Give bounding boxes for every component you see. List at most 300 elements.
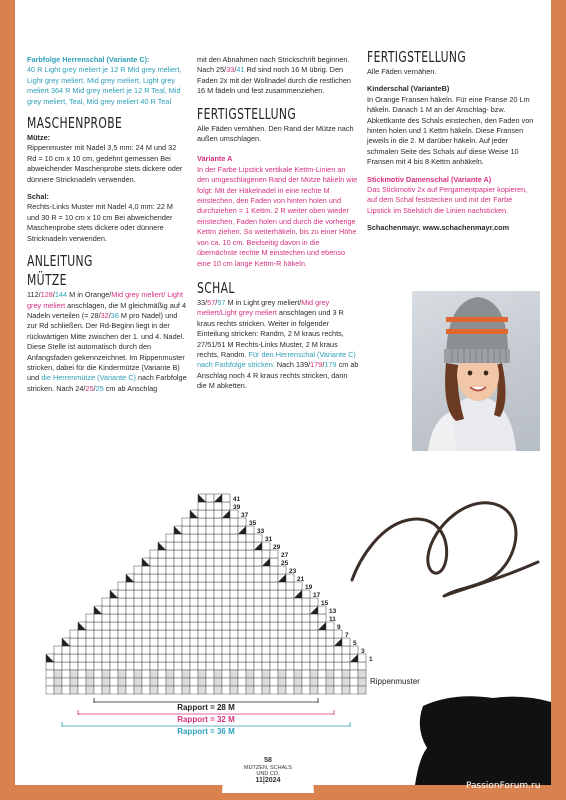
chart-cell xyxy=(166,630,174,638)
chart-cell xyxy=(206,582,214,590)
rib-cell xyxy=(286,678,294,686)
chart-cell xyxy=(246,582,254,590)
chart-cell xyxy=(166,590,174,598)
gauge-scarf xyxy=(27,192,187,244)
chart-cell xyxy=(310,662,318,670)
rib-cell xyxy=(150,678,158,686)
chart-cell xyxy=(214,630,222,638)
chart-cell xyxy=(190,638,198,646)
chart-cell xyxy=(118,638,126,646)
chart-cell xyxy=(214,558,222,566)
chart-cell xyxy=(246,646,254,654)
rib-cell xyxy=(198,670,206,678)
chart-cell xyxy=(190,574,198,582)
text-run: 33 xyxy=(226,65,235,75)
heading-anleitung: ANLEITUNG xyxy=(27,252,93,271)
rib-cell xyxy=(86,670,94,678)
knitting-chart xyxy=(40,490,420,750)
row-number: 27 xyxy=(281,552,289,559)
chart-cell xyxy=(174,590,182,598)
chart-cell xyxy=(166,654,174,662)
rib-cell xyxy=(118,686,126,694)
text-run: mit den Abnahmen nach Strickschrift beginnen. Nach 25/ xyxy=(197,55,350,75)
chart-cell xyxy=(286,598,294,606)
rib-cell xyxy=(334,686,342,694)
rib-cell xyxy=(102,678,110,686)
heading-muetze: MÜTZE xyxy=(27,271,67,290)
rib-cell xyxy=(198,686,206,694)
chart-cell xyxy=(150,566,158,574)
chart-cell xyxy=(278,622,286,630)
chart-cell xyxy=(54,646,62,654)
chart-cell xyxy=(254,622,262,630)
chart-cell xyxy=(302,622,310,630)
chart-cell xyxy=(150,550,158,558)
chart-cell xyxy=(142,646,150,654)
chart-cell xyxy=(182,526,190,534)
chart-cell xyxy=(230,614,238,622)
rib-cell xyxy=(206,686,214,694)
chart-cell xyxy=(158,582,166,590)
chart-cell xyxy=(302,646,310,654)
chart-cell xyxy=(214,526,222,534)
row-number: 37 xyxy=(241,512,249,519)
chart-cell xyxy=(118,662,126,670)
chart-cell xyxy=(118,654,126,662)
chart-cell xyxy=(70,654,78,662)
chart-cell xyxy=(198,502,206,510)
rib-cell xyxy=(54,686,62,694)
chart-cell xyxy=(102,638,110,646)
chart-cell xyxy=(294,614,302,622)
rib-cell xyxy=(86,678,94,686)
hat-instructions xyxy=(27,290,187,394)
chart-cell xyxy=(46,662,54,670)
rib-cell xyxy=(190,686,198,694)
chart-cell xyxy=(182,518,190,526)
chart-cell xyxy=(158,662,166,670)
embroidery-label: Stickmotiv Damenschal (Variante A) xyxy=(367,174,492,184)
chart-cell xyxy=(326,622,334,630)
chart-cell xyxy=(262,542,270,550)
chart-cell xyxy=(222,574,230,582)
chart-cell xyxy=(270,574,278,582)
text-run: 144 xyxy=(54,290,68,300)
row-number: 21 xyxy=(297,576,305,583)
chart-cell xyxy=(102,606,110,614)
rib-cell xyxy=(342,678,350,686)
chart-cell xyxy=(134,598,142,606)
chart-cell xyxy=(302,654,310,662)
text-run: cm ab Anschlag xyxy=(103,383,158,393)
chart-cell xyxy=(318,614,326,622)
rib-cell xyxy=(246,678,254,686)
chart-cell xyxy=(182,614,190,622)
chart-cell xyxy=(142,638,150,646)
chart-cell xyxy=(158,638,166,646)
rib-cell xyxy=(302,686,310,694)
chart-cell xyxy=(78,646,86,654)
chart-cell xyxy=(198,526,206,534)
chart-cell xyxy=(190,654,198,662)
rib-cell xyxy=(262,670,270,678)
chart-cell xyxy=(198,534,206,542)
rib-cell xyxy=(302,670,310,678)
chart-cell xyxy=(318,662,326,670)
chart-cell xyxy=(214,654,222,662)
chart-cell xyxy=(150,630,158,638)
chart-cell xyxy=(222,638,230,646)
chart-cell xyxy=(286,622,294,630)
chart-cell xyxy=(134,582,142,590)
chart-cell xyxy=(174,566,182,574)
chart-cell xyxy=(134,566,142,574)
chart-cell xyxy=(318,638,326,646)
chart-cell xyxy=(206,494,214,502)
chart-cell xyxy=(286,574,294,582)
chart-cell xyxy=(198,566,206,574)
chart-cell xyxy=(302,598,310,606)
chart-cell xyxy=(126,654,134,662)
chart-cell xyxy=(222,630,230,638)
rib-cell xyxy=(230,686,238,694)
chart-cell xyxy=(198,518,206,526)
gauge-scarf-label: Schal: xyxy=(27,192,49,202)
chart-cell xyxy=(230,542,238,550)
chart-cell xyxy=(254,566,262,574)
rib-cell xyxy=(318,686,326,694)
chart-cell xyxy=(278,566,286,574)
chart-cell xyxy=(158,622,166,630)
chart-cell xyxy=(302,662,310,670)
chart-cell xyxy=(182,582,190,590)
chart-cell xyxy=(270,662,278,670)
chart-cell xyxy=(214,606,222,614)
row-number: 41 xyxy=(233,496,241,503)
chart-cell xyxy=(182,590,190,598)
rib-cell xyxy=(62,670,70,678)
chart-cell xyxy=(214,590,222,598)
rib-cell xyxy=(70,678,78,686)
text-run: / xyxy=(322,360,325,370)
chart-cell xyxy=(278,646,286,654)
chart-cell xyxy=(270,590,278,598)
brush-stroke-decoration xyxy=(413,688,551,785)
rib-cell xyxy=(78,670,86,678)
chart-cell xyxy=(230,582,238,590)
chart-cell xyxy=(326,630,334,638)
chart-cell xyxy=(262,566,270,574)
chart-cell xyxy=(78,654,86,662)
row-number: 19 xyxy=(305,584,313,591)
chart-cell xyxy=(230,590,238,598)
row-number: 5 xyxy=(353,640,357,647)
chart-cell xyxy=(222,582,230,590)
chart-cell xyxy=(246,638,254,646)
chart-cell xyxy=(238,662,246,670)
chart-cell xyxy=(206,662,214,670)
rib-cell xyxy=(350,670,358,678)
chart-cell xyxy=(222,558,230,566)
chart-cell xyxy=(254,582,262,590)
chart-cell xyxy=(206,654,214,662)
chart-cell xyxy=(150,662,158,670)
chart-cell xyxy=(190,598,198,606)
chart-cell xyxy=(118,630,126,638)
chart-cell xyxy=(198,654,206,662)
chart-cell xyxy=(350,662,358,670)
text-run: M in Light grey meliert/ xyxy=(225,297,302,307)
chart-cell xyxy=(126,662,134,670)
chart-cell xyxy=(326,654,334,662)
rib-cell xyxy=(278,686,286,694)
chart-cell xyxy=(102,614,110,622)
chart-cell xyxy=(262,638,270,646)
chart-cell xyxy=(118,622,126,630)
rib-cell xyxy=(222,686,230,694)
row-number: 29 xyxy=(273,544,281,551)
chart-cell xyxy=(166,598,174,606)
chart-cell xyxy=(94,638,102,646)
chart-cell xyxy=(182,574,190,582)
chart-cell xyxy=(190,590,198,598)
chart-cell xyxy=(246,662,254,670)
chart-cell xyxy=(206,502,214,510)
chart-cell xyxy=(286,662,294,670)
chart-cell xyxy=(150,614,158,622)
rib-cell xyxy=(118,670,126,678)
chart-cell xyxy=(110,646,118,654)
chart-cell xyxy=(278,630,286,638)
chart-cell xyxy=(230,654,238,662)
rib-cell xyxy=(110,670,118,678)
chart-cell xyxy=(126,590,134,598)
rib-cell xyxy=(174,686,182,694)
chart-cell xyxy=(358,654,366,662)
chart-cell xyxy=(318,606,326,614)
chart-cell xyxy=(270,638,278,646)
chart-cell xyxy=(182,542,190,550)
chart-cell xyxy=(174,646,182,654)
chart-cell xyxy=(134,646,142,654)
eye-right xyxy=(484,371,489,376)
text-run: anschlagen, die M gleichmäßig auf 4 Nadeln verteilen (= 28/ xyxy=(27,300,186,320)
chart-cell xyxy=(190,518,198,526)
rib-cell xyxy=(190,678,198,686)
chart-cell xyxy=(254,606,262,614)
chart-cell xyxy=(230,526,238,534)
color-sequence-text: 40 R Light grey meliert je 12 R Mid grey meliert, Light grey meliert, Mid grey meliert, Light grey meliert 364 R Mid grey meliert je 12 R Teal, Mid grey meliert, Teal, Mid grey meliert 40 R Teal xyxy=(27,65,182,106)
chart-cell xyxy=(222,566,230,574)
chart-cell xyxy=(246,654,254,662)
chart-cell xyxy=(182,646,190,654)
gauge-scarf-text: Rechts-Links Muster mit Nadel 4,0 mm: 22 M und 30 R = 10 cm x 10 cm Bei abweichender Maschenprobe stets dickere oder dünnere Stricknadeln verwenden. xyxy=(27,202,173,243)
chart-cell xyxy=(142,614,150,622)
chart-cell xyxy=(230,662,238,670)
text-run: Nach 139/ xyxy=(274,360,311,370)
text-run: Mid grey meliert/ Light grey meliert xyxy=(27,290,184,310)
chart-cell xyxy=(134,654,142,662)
chart-cell xyxy=(70,646,78,654)
chart-cell xyxy=(134,590,142,598)
chart-cell xyxy=(262,582,270,590)
chart-cell xyxy=(230,510,238,518)
rib-cell xyxy=(350,678,358,686)
text-run: 57 xyxy=(217,297,226,307)
rib-cell xyxy=(310,678,318,686)
rib-cell xyxy=(126,678,134,686)
chart-cell xyxy=(270,550,278,558)
rib-cell xyxy=(254,686,262,694)
chart-cell xyxy=(254,574,262,582)
finishing-hat-text: Alle Fäden vernähen. Den Rand der Mütze nach außen umschlagen. xyxy=(197,123,354,144)
row-number: 17 xyxy=(313,592,321,599)
chart-cell xyxy=(286,638,294,646)
chart-cell xyxy=(206,590,214,598)
rib-cell xyxy=(214,678,222,686)
rib-cell xyxy=(70,670,78,678)
chart-cell xyxy=(254,654,262,662)
text-run: 57 xyxy=(207,297,216,307)
rib-cell xyxy=(318,678,326,686)
rib-cell xyxy=(238,670,246,678)
chart-cell xyxy=(214,566,222,574)
rib-cell xyxy=(238,686,246,694)
chart-cell xyxy=(286,654,294,662)
chart-cell xyxy=(230,646,238,654)
row-number: 39 xyxy=(233,504,241,511)
chart-cell xyxy=(126,646,134,654)
footer-line2: UND CO. xyxy=(256,771,280,777)
chart-cell xyxy=(246,566,254,574)
chart-cell xyxy=(278,654,286,662)
chart-cell xyxy=(254,614,262,622)
row-number: 33 xyxy=(257,528,265,535)
rib-cell xyxy=(286,686,294,694)
chart-cell xyxy=(142,590,150,598)
rib-cell xyxy=(158,686,166,694)
chart-cell xyxy=(118,582,126,590)
rib-cell xyxy=(166,686,174,694)
rib-cell xyxy=(318,670,326,678)
chart-cell xyxy=(150,638,158,646)
chart-cell xyxy=(270,566,278,574)
chart-cell xyxy=(206,526,214,534)
chart-cell xyxy=(126,630,134,638)
chart-cell xyxy=(286,606,294,614)
chart-cell xyxy=(142,622,150,630)
chart-cell xyxy=(230,534,238,542)
chart-cell xyxy=(182,606,190,614)
chart-cell xyxy=(230,558,238,566)
chart-cell xyxy=(102,654,110,662)
chart-cell xyxy=(310,598,318,606)
chart-cell xyxy=(182,534,190,542)
chart-cell xyxy=(94,646,102,654)
rib-cell xyxy=(166,678,174,686)
chart-cell xyxy=(246,534,254,542)
rib-cell xyxy=(230,670,238,678)
chart-cell xyxy=(158,646,166,654)
photo-illustration xyxy=(412,291,540,451)
chart-cell xyxy=(142,654,150,662)
chart-cell xyxy=(214,614,222,622)
chart-cell xyxy=(174,534,182,542)
rib-cell xyxy=(294,678,302,686)
chart-cell xyxy=(222,622,230,630)
chart-cell xyxy=(198,622,206,630)
rib-cell xyxy=(358,678,366,686)
row-number: 13 xyxy=(329,608,337,615)
chart-cell xyxy=(118,646,126,654)
chart-cell xyxy=(238,558,246,566)
row-number: 1 xyxy=(369,656,373,663)
chart-cell xyxy=(206,646,214,654)
chart-cell xyxy=(174,662,182,670)
chart-cell xyxy=(150,582,158,590)
chart-cell xyxy=(270,654,278,662)
chart-cell xyxy=(190,526,198,534)
chart-cell xyxy=(286,630,294,638)
chart-cell xyxy=(286,590,294,598)
rib-cell xyxy=(246,670,254,678)
chart-cell xyxy=(246,558,254,566)
chart-cell xyxy=(166,558,174,566)
row-number: 3 xyxy=(361,648,365,655)
chart-cell xyxy=(86,614,94,622)
chart-cell xyxy=(190,646,198,654)
row-number: 35 xyxy=(249,520,257,527)
rib-cell xyxy=(78,686,86,694)
chart-cell xyxy=(254,598,262,606)
sweater-left xyxy=(428,411,456,451)
chart-cell xyxy=(150,606,158,614)
rib-cell xyxy=(262,678,270,686)
chart-cell xyxy=(166,542,174,550)
rib-cell xyxy=(46,686,54,694)
chart-cell xyxy=(238,598,246,606)
chart-cell xyxy=(262,614,270,622)
chart-cell xyxy=(350,646,358,654)
text-run: / xyxy=(52,290,55,300)
chart-cell xyxy=(174,654,182,662)
rib-cell xyxy=(294,686,302,694)
chart-cell xyxy=(150,598,158,606)
chart-cell xyxy=(270,606,278,614)
chart-cell xyxy=(110,638,118,646)
text-run: 25 xyxy=(95,383,104,393)
chart-cell xyxy=(206,606,214,614)
chart-cell xyxy=(342,638,350,646)
chart-cell xyxy=(214,582,222,590)
chart-cell xyxy=(334,630,342,638)
chart-cell xyxy=(238,566,246,574)
chart-cell xyxy=(158,566,166,574)
chart-cell xyxy=(310,622,318,630)
chart-cell xyxy=(222,590,230,598)
rib-cell xyxy=(342,670,350,678)
magazine-page xyxy=(15,0,551,785)
hat-stripe xyxy=(446,329,508,334)
row-number: 7 xyxy=(345,632,349,639)
chart-cell xyxy=(206,622,214,630)
chart-cell xyxy=(262,630,270,638)
chart-cell xyxy=(158,606,166,614)
chart-cell xyxy=(62,654,70,662)
rib-cell xyxy=(334,670,342,678)
chart-cell xyxy=(222,518,230,526)
chart-cell xyxy=(230,550,238,558)
